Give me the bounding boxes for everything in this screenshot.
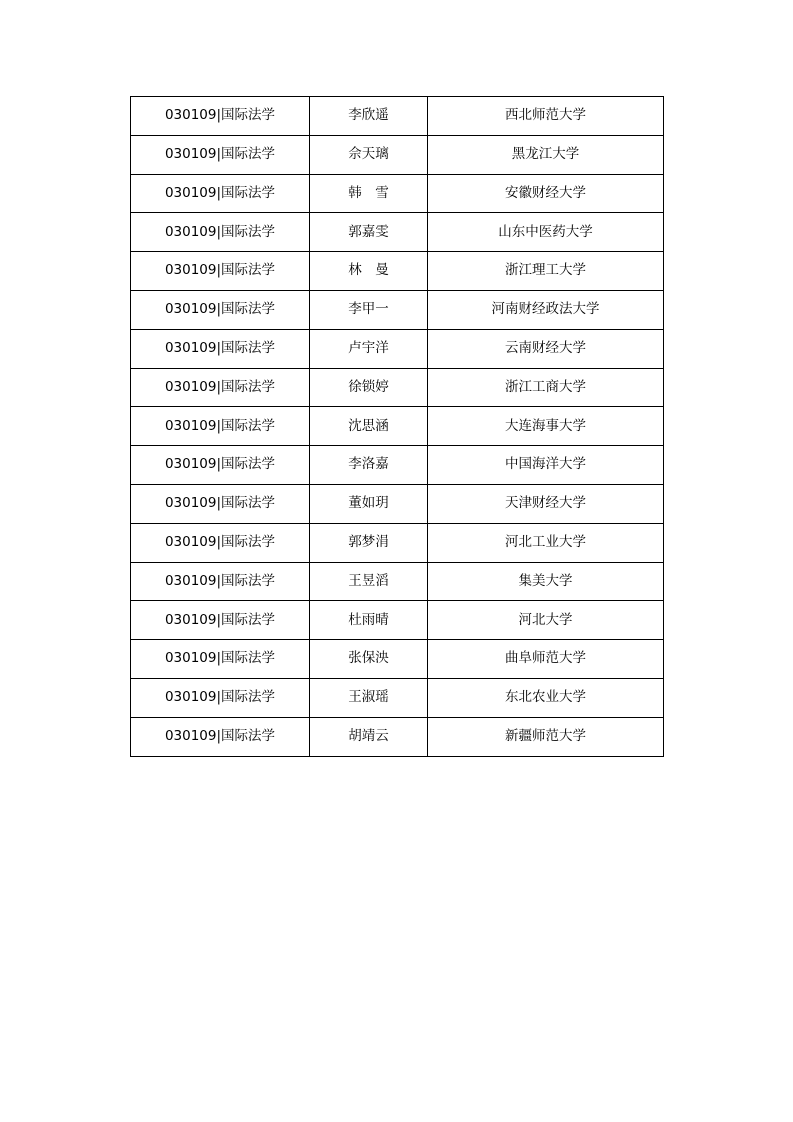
table-row (131, 407, 664, 446)
school-cell: 浙江理工大学 (428, 252, 664, 291)
table-row (131, 97, 664, 136)
major-cell: 030109|国际法学 (131, 562, 310, 601)
student-name-cell: 胡靖云 (310, 717, 428, 756)
school-cell: 东北农业大学 (428, 678, 664, 717)
student-name-cell: 李洛嘉 (310, 446, 428, 485)
school-cell: 天津财经大学 (428, 484, 664, 523)
table-row (131, 252, 664, 291)
major-cell: 030109|国际法学 (131, 368, 310, 407)
school-cell: 浙江工商大学 (428, 368, 664, 407)
major-cell: 030109|国际法学 (131, 717, 310, 756)
school-cell: 河北大学 (428, 601, 664, 640)
major-cell: 030109|国际法学 (131, 523, 310, 562)
school-cell: 山东中医药大学 (428, 213, 664, 252)
student-name-cell: 郭嘉雯 (310, 213, 428, 252)
student-name-cell: 徐锁婷 (310, 368, 428, 407)
table-row (131, 329, 664, 368)
table-row (131, 523, 664, 562)
student-name-cell: 郭梦涓 (310, 523, 428, 562)
student-name-cell: 林 曼 (310, 252, 428, 291)
student-name-cell: 沈思涵 (310, 407, 428, 446)
table-row (131, 717, 664, 756)
major-cell: 030109|国际法学 (131, 174, 310, 213)
student-name-cell: 王昱滔 (310, 562, 428, 601)
school-cell: 大连海事大学 (428, 407, 664, 446)
major-cell: 030109|国际法学 (131, 484, 310, 523)
school-cell: 黑龙江大学 (428, 135, 664, 174)
school-cell: 河北工业大学 (428, 523, 664, 562)
major-cell: 030109|国际法学 (131, 601, 310, 640)
school-cell: 西北师范大学 (428, 97, 664, 136)
major-cell: 030109|国际法学 (131, 290, 310, 329)
major-cell: 030109|国际法学 (131, 407, 310, 446)
major-cell: 030109|国际法学 (131, 213, 310, 252)
table-row (131, 135, 664, 174)
table-row (131, 368, 664, 407)
table-row (131, 678, 664, 717)
table-row (131, 601, 664, 640)
student-name-cell: 董如玥 (310, 484, 428, 523)
major-cell: 030109|国际法学 (131, 446, 310, 485)
student-name-cell: 杜雨晴 (310, 601, 428, 640)
major-cell: 030109|国际法学 (131, 252, 310, 291)
school-cell: 曲阜师范大学 (428, 640, 664, 679)
major-cell: 030109|国际法学 (131, 640, 310, 679)
school-cell: 新疆师范大学 (428, 717, 664, 756)
student-name-cell: 韩 雪 (310, 174, 428, 213)
student-name-cell: 佘天璃 (310, 135, 428, 174)
student-name-cell: 王淑瑶 (310, 678, 428, 717)
student-name-cell: 卢宇洋 (310, 329, 428, 368)
school-cell: 中国海洋大学 (428, 446, 664, 485)
table-row (131, 290, 664, 329)
table-row (131, 562, 664, 601)
school-cell: 安徽财经大学 (428, 174, 664, 213)
table-row (131, 213, 664, 252)
school-cell: 云南财经大学 (428, 329, 664, 368)
major-cell: 030109|国际法学 (131, 329, 310, 368)
school-cell: 河南财经政法大学 (428, 290, 664, 329)
student-name-cell: 张保泱 (310, 640, 428, 679)
student-name-cell: 李甲一 (310, 290, 428, 329)
major-cell: 030109|国际法学 (131, 678, 310, 717)
table-row (131, 174, 664, 213)
admission-table (130, 96, 664, 757)
table-row (131, 640, 664, 679)
student-name-cell: 李欣遥 (310, 97, 428, 136)
school-cell: 集美大学 (428, 562, 664, 601)
major-cell: 030109|国际法学 (131, 97, 310, 136)
table-row (131, 484, 664, 523)
table-row (131, 446, 664, 485)
major-cell: 030109|国际法学 (131, 135, 310, 174)
